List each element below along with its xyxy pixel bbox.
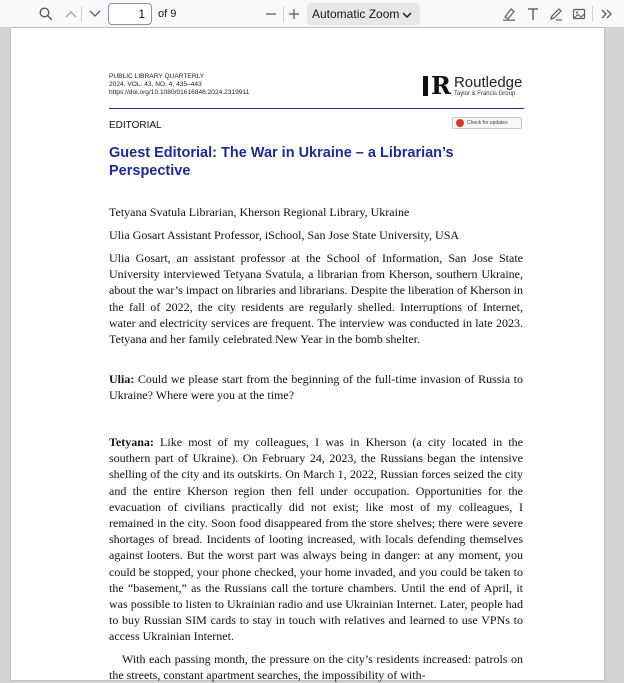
answer-continuation: With each passing month, the pressure on the city’s residents increased: patrols on the streets, constant apartment searches, the impossibility of with- (109, 652, 523, 683)
highlight-icon[interactable] (499, 3, 519, 25)
header-divider (109, 108, 524, 109)
zoom-select-value: Automatic Zoom (312, 7, 400, 21)
answer-paragraph (109, 434, 523, 645)
chevron-down-icon (402, 8, 412, 22)
publisher-text (454, 75, 522, 98)
previous-page-icon[interactable] (62, 3, 80, 25)
check-updates-label: Check for updates (467, 120, 508, 126)
page-count-label: of 9 (158, 8, 177, 20)
question-speaker: Ulia: (109, 372, 135, 386)
zoom-in-icon[interactable] (285, 3, 303, 25)
zoom-select[interactable] (307, 3, 420, 25)
publisher-sub: Taylor & Francis Group (453, 90, 516, 97)
more-tools-icon[interactable] (598, 3, 616, 25)
page-number-input[interactable]: 1 (108, 3, 152, 25)
text-icon[interactable] (523, 3, 543, 25)
zoom-out-icon[interactable] (261, 3, 281, 25)
logo-bar (423, 76, 428, 96)
toolbar-separator (592, 6, 593, 22)
article-title: Guest Editorial: The War in Ukraine – a Librarian’s Perspective (109, 145, 454, 179)
image-icon[interactable] (569, 3, 589, 25)
pdf-toolbar (0, 0, 624, 28)
check-updates-button[interactable] (452, 117, 522, 129)
author-line-2: Ulia Gosart Assistant Professor, iSchool, San Jose State University, USA (109, 228, 460, 242)
toolbar-separator (81, 6, 82, 22)
section-label: EDITORIAL (109, 120, 162, 131)
answer-speaker: Tetyana: (109, 435, 154, 449)
next-page-icon[interactable] (86, 3, 104, 25)
intro-paragraph: Ulia Gosart, an assistant professor at the School of Information, San Jose State University interviewed Tetyana Svatula, a librarian from Kherson, southern Ukraine, about the war’s impact on libraries and librarians. Despite the liberation of Kherson in the fall of 2022, the city residents are regularly shelled. Interruptions of Internet, water and electricity services are frequent. The interview was conducted in late 2023. Tetyana and her family celebrated New Year in the bomb shelter. (109, 251, 523, 347)
publisher-logo (423, 71, 523, 100)
pdf-page (11, 28, 604, 683)
journal-info (109, 73, 249, 98)
answer-text: Like most of my colleagues, I was in Kherson (a city located in the southern part of Ukraine). On February 24, 2023, the Russians began the intensive shelling of the city and its outskirts. On March 1, 2022, Russian forces seized the city and the entire Kherson region then fell under occupation. Opportunities for the evacuation of civilians practically did not exist; like most of my colleagues, I remained in the city. Soon food disappeared from the store shelves; there were severe shortages of bread. Incidents of looting increased, with locals defending themselves against looters. But the worst part was always being in danger: at any moment, you could be stopped, your phone checked, your home invaded, and you could be taken to the “basement,” as the Russians call the torture chambers. Until the end of April, it was possible to listen to Ukrainian radio and use Ukrainian Internet. Later, people had to buy Russian SIM cards to stay in touch with relatives and learned to use VPNs to access Ukrainian Internet. (109, 435, 523, 644)
question-paragraph (109, 371, 523, 403)
journal-name: PUBLIC LIBRARY QUARTERLY (109, 73, 205, 80)
toolbar-separator (283, 6, 284, 22)
question-text: Could we please start from the beginning of the full-time invasion of Russia to Ukraine? Where were you at the time? (109, 372, 523, 403)
search-icon[interactable] (36, 3, 56, 25)
journal-doi-link[interactable]: https://doi.org/10.1080/01616846.2024.2319911 (109, 89, 250, 97)
draw-icon[interactable] (546, 3, 566, 25)
author-line-1: Tetyana Svatula Librarian, Kherson Regional Library, Ukraine (109, 205, 410, 219)
journal-volume: 2024, VOL. 43, NO. 4, 435–443 (109, 81, 202, 89)
routledge-r-icon: R (431, 71, 451, 100)
check-updates-icon (456, 119, 464, 127)
publisher-name: Routledge (453, 73, 523, 91)
